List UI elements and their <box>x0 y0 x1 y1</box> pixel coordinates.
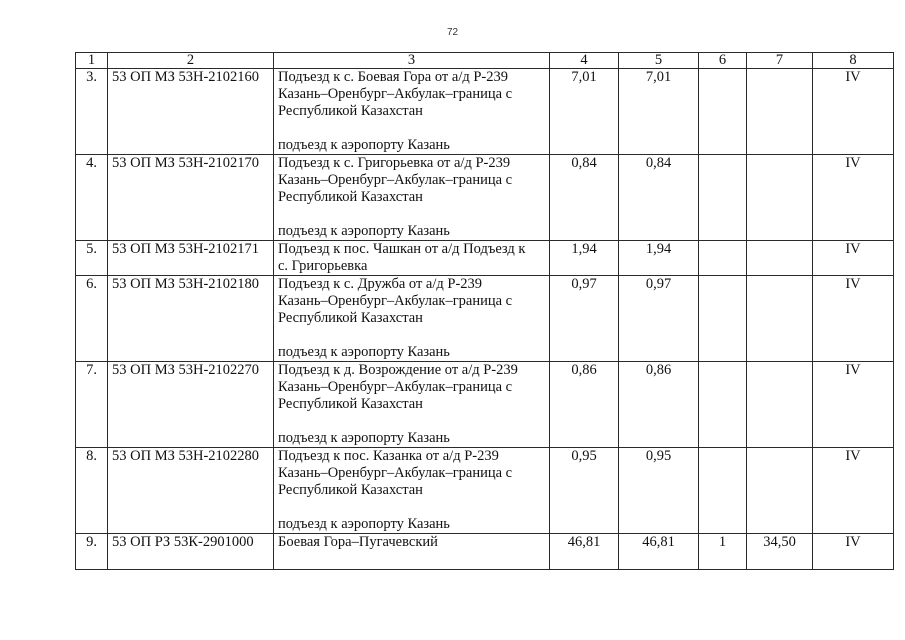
road-code: 53 ОП МЗ 53Н-2102270 <box>108 362 274 448</box>
row-number: 9. <box>76 534 108 570</box>
road-category: IV <box>813 69 894 155</box>
road-code: 53 ОП МЗ 53Н-2102171 <box>108 241 274 276</box>
road-name-line: Подъезд к пос. Казанка от а/д Р-239 <box>278 448 499 464</box>
col-7-value <box>747 155 813 241</box>
col-6-value <box>699 241 747 276</box>
road-name <box>274 534 550 570</box>
header-col-2: 2 <box>108 53 274 69</box>
road-category: IV <box>813 362 894 448</box>
col-7-value <box>747 276 813 362</box>
road-category: IV <box>813 534 894 570</box>
col-4-value: 0,86 <box>550 362 619 448</box>
col-6-value <box>699 69 747 155</box>
col-7-value <box>747 362 813 448</box>
road-name-line: Казань–Оренбург–Акбулак–граница с <box>278 172 513 188</box>
col-6-value: 1 <box>699 534 747 570</box>
road-name <box>274 448 550 534</box>
col-6-value <box>699 276 747 362</box>
col-4-value: 46,81 <box>550 534 619 570</box>
road-category: IV <box>813 276 894 362</box>
road-name <box>274 362 550 448</box>
col-7-value: 34,50 <box>747 534 813 570</box>
col-4-value: 1,94 <box>550 241 619 276</box>
row-number: 4. <box>76 155 108 241</box>
col-7-value <box>747 241 813 276</box>
col-6-value <box>699 155 747 241</box>
col-4-value: 7,01 <box>550 69 619 155</box>
road-name-line: Подъезд к с. Дружба от а/д Р-239 <box>278 276 483 292</box>
header-row <box>76 53 894 69</box>
col-4-value: 0,95 <box>550 448 619 534</box>
col-5-value: 46,81 <box>619 534 699 570</box>
header-col-1: 1 <box>76 53 108 69</box>
road-name <box>274 241 550 276</box>
col-4-value: 0,84 <box>550 155 619 241</box>
road-name-line: Подъезд к с. Григорьевка от а/д Р-239 <box>278 155 511 171</box>
road-note: подъезд к аэропорту Казань <box>278 430 450 446</box>
col-7-value <box>747 69 813 155</box>
table-row <box>76 362 894 448</box>
road-name <box>274 155 550 241</box>
col-5-value: 1,94 <box>619 241 699 276</box>
col-7-value <box>747 448 813 534</box>
col-5-value: 0,97 <box>619 276 699 362</box>
row-number: 6. <box>76 276 108 362</box>
table-row <box>76 534 894 570</box>
road-name-line: Казань–Оренбург–Акбулак–граница с <box>278 86 513 102</box>
road-name <box>274 69 550 155</box>
road-name-line: Казань–Оренбург–Акбулак–граница с <box>278 379 513 395</box>
road-name-line: Подъезд к д. Возрождение от а/д Р-239 <box>278 362 518 378</box>
header-col-3: 3 <box>274 53 550 69</box>
road-code: 53 ОП МЗ 53Н-2102280 <box>108 448 274 534</box>
roads-table <box>75 52 894 570</box>
header-col-5: 5 <box>619 53 699 69</box>
road-name-line: Республикой Казахстан <box>278 482 423 498</box>
header-col-6: 6 <box>699 53 747 69</box>
road-name-line: Республикой Казахстан <box>278 310 423 326</box>
col-6-value <box>699 448 747 534</box>
road-code: 53 ОП МЗ 53Н-2102160 <box>108 69 274 155</box>
road-category: IV <box>813 448 894 534</box>
road-note: подъезд к аэропорту Казань <box>278 516 450 532</box>
header-col-4: 4 <box>550 53 619 69</box>
table-row <box>76 241 894 276</box>
table-row <box>76 276 894 362</box>
road-name-line: Республикой Казахстан <box>278 396 423 412</box>
road-name-line: Казань–Оренбург–Акбулак–граница с <box>278 293 513 309</box>
road-name-line: Боевая Гора–Пугачевский <box>278 534 438 550</box>
row-number: 7. <box>76 362 108 448</box>
road-category: IV <box>813 241 894 276</box>
col-5-value: 0,84 <box>619 155 699 241</box>
road-code: 53 ОП МЗ 53Н-2102170 <box>108 155 274 241</box>
road-code: 53 ОП РЗ 53К-2901000 <box>108 534 274 570</box>
table-row <box>76 155 894 241</box>
col-5-value: 0,86 <box>619 362 699 448</box>
road-note: подъезд к аэропорту Казань <box>278 344 450 360</box>
row-number: 3. <box>76 69 108 155</box>
road-name-line: Казань–Оренбург–Акбулак–граница с <box>278 465 513 481</box>
table-row <box>76 448 894 534</box>
road-name-line: Подъезд к с. Боевая Гора от а/д Р-239 <box>278 69 508 85</box>
row-number: 5. <box>76 241 108 276</box>
road-category: IV <box>813 155 894 241</box>
road-note: подъезд к аэропорту Казань <box>278 223 450 239</box>
road-name-line: Подъезд к пос. Чашкан от а/д Подъезд к <box>278 241 526 257</box>
road-name-line: Республикой Казахстан <box>278 189 423 205</box>
col-5-value: 7,01 <box>619 69 699 155</box>
col-6-value <box>699 362 747 448</box>
col-4-value: 0,97 <box>550 276 619 362</box>
col-5-value: 0,95 <box>619 448 699 534</box>
road-name-line: с. Григорьевка <box>278 258 368 274</box>
road-name-line: Республикой Казахстан <box>278 103 423 119</box>
row-number: 8. <box>76 448 108 534</box>
header-col-8: 8 <box>813 53 894 69</box>
road-name <box>274 276 550 362</box>
road-note: подъезд к аэропорту Казань <box>278 137 450 153</box>
road-code: 53 ОП МЗ 53Н-2102180 <box>108 276 274 362</box>
header-col-7: 7 <box>747 53 813 69</box>
page-number: 72 <box>446 27 459 38</box>
table-row <box>76 69 894 155</box>
